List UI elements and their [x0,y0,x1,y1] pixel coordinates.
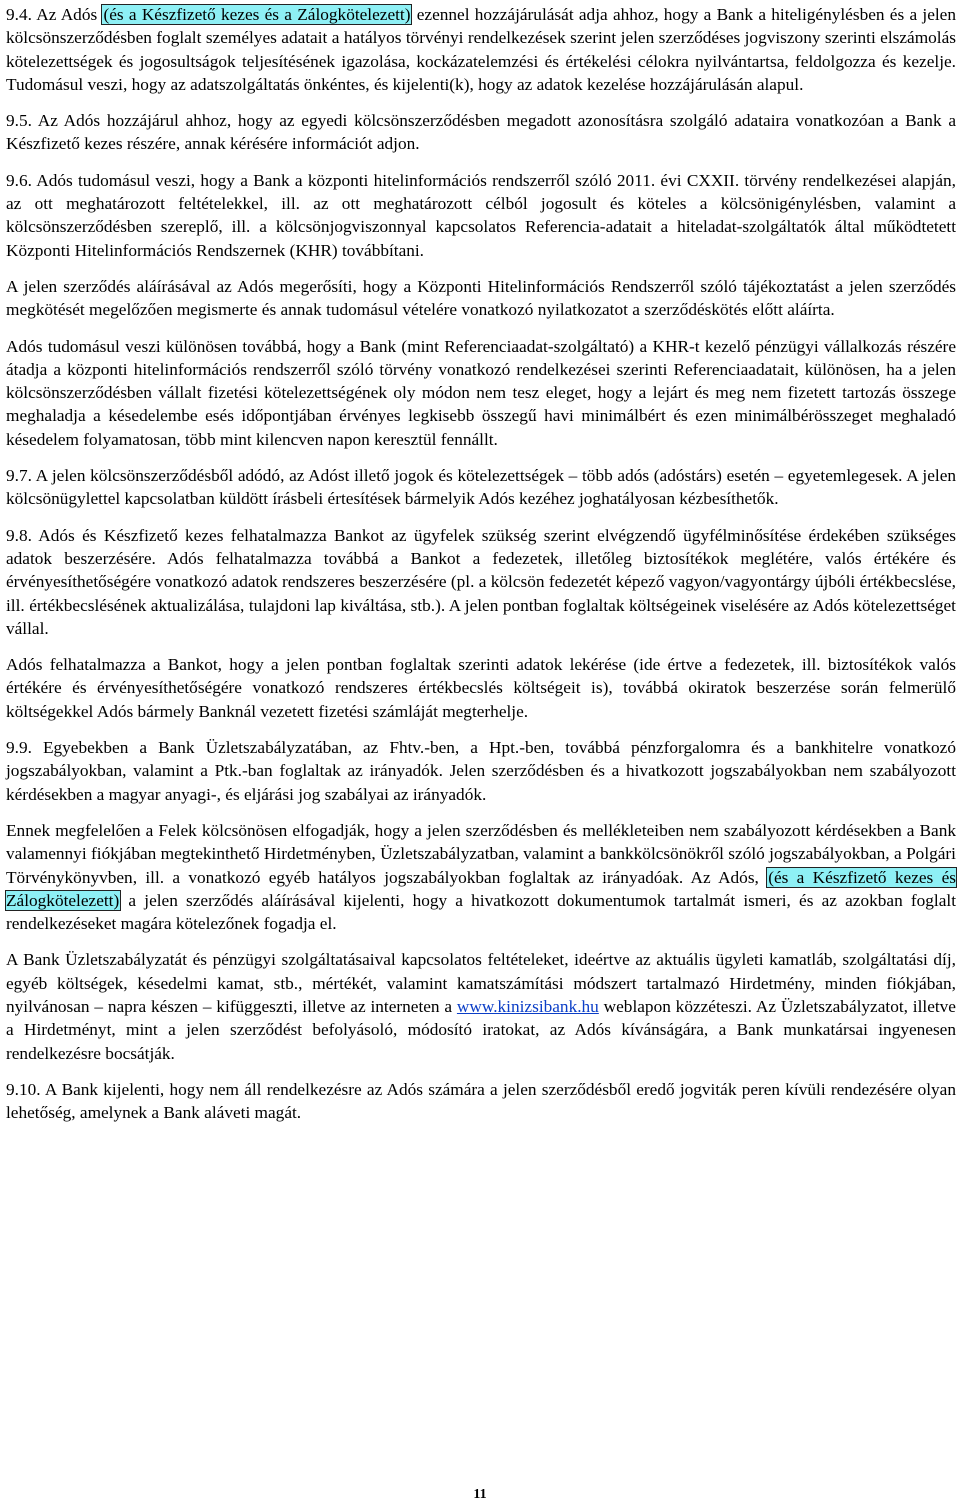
paragraph-business-rules [6,948,956,1064]
paragraph-khr-confirmation: A jelen szerződés aláírásával az Adós megerősíti, hogy a Központi Hitelinformációs Rendszerről szóló tájékoztatást a jelen szerződés megkötését megelőzően megismerte és annak tudomásul vételére vonatkozó nyilatkozatot a szerződéskötés előtt aláírta. [6,276,956,320]
document-body [6,3,956,1137]
paragraph-khr-reference-data: Adós tudomásul veszi különösen továbbá, hogy a Bank (mint Referenciaadat-szolgáltató) a KHR-t kezelő pénzügyi vállalkozás részére átadja a központi hitelinformációs rendszerről szóló törvény vonatkozó rendelkezései szerinti Referenciaadatait, különösen, ha a jelen kölcsönszerződésben vállalt fizetési kötelezettségének oly módon nem tesz eleget, hogy a lejárt és meg nem fizetett tartozás összege meghaladja a késedelembe esés időpontjában érvényes legkisebb összegű havi minimálbért és ezen minimálbérösszeget meghaladó késedelem folyamatosan, több mint kilencven napon keresztül fennállt. [6,336,956,449]
highlight-guarantor-pledgor-2: (és a Készfizető kezes és Zálogkötelezett) [6,867,956,910]
page-number: 11 [473,1487,487,1502]
paragraph-9-4-text-end: ezennel hozzájárulását adja ahhoz, hogy a Bank a hiteligénylésben és a jelen kölcsönszerződésben foglalt személyes adatait a hatályos törvényi rendelkezések szerint jelen szerződéses jogviszony szerinti elszámolás kötelezettségek és jogosultságok teljesítésének igazolása, kockázatelemzési és értékelési célokra nyilvántartsa, feldolgozza és kezelje. Tudomásul veszi, hogy az adatszolgáltatás önkéntes, és kijelenti(k), hogy az adatok kezelése hozzájárulásán alapul. [6,5,956,94]
paragraph-9-4-text-start: 9.4. Az Adós [6,5,103,24]
paragraph-authorization: Adós felhatalmazza a Bankot, hogy a jelen pontban foglaltak szerinti adatok lekérése (ide értve a fedezetek, ill. biztosítékok valós értékére és érvényesíthetőségére vonatkozó rendszeres értékbecslés költségeit is), továbbá okiratok beszerzése során felmerülő költségekkel Adós bármely Banknál vezetett fizetési számláját megterhelje. [6,655,956,721]
highlight-guarantor-pledgor: (és a Készfizető kezes és a Zálogkötelezett) [103,5,411,24]
paragraph-9-6: 9.6. Adós tudomásul veszi, hogy a Bank a központi hitelinformációs rendszerről szóló 2011. évi CXXII. törvény rendelkezései alapján, az ott meghatározott feltételekkel, ill. az ott meghatározott célból jogosult és köteles a kölcsönigénylésben, valamint a kölcsönszerződésben szereplő, ill. a kölcsönjogviszonnyal kapcsolatos Referencia-adatait a hiteladat-szolgáltatók által működtetett Központi Hitelinformációs Rendszernek (KHR) továbbítani. [6,170,956,260]
paragraph-applicable-rules-text-end: a jelen szerződés aláírásával kijelenti, hogy a hivatkozott dokumentumok tartalmát ismeri, és az azokban foglalt rendelkezéseket magára kötelezőnek fogadja el. [6,890,956,934]
paragraph-9-5: 9.5. Az Adós hozzájárul ahhoz, hogy az egyedi kölcsönszerződésben megadott azonosításra szolgáló adataira vonatkozóan a Bank a Készfizető kezes részére, annak kérésére információt adjon. [6,111,956,154]
paragraph-business-rules-text-start: A Bank Üzletszabályzatát és pénzügyi szolgáltatásaival kapcsolatos feltételeket, ideértve az aktuális ügyleti kamatláb, szolgáltatási díj, egyéb költségek, késedelmi kamat, stb., mértékét, valamint kamatszámítási módszert tartalmazó Hirdetmény, minden fiókjában, nyilvánosan – napra készen – kifüggeszti, illetve az interneten a [6,950,956,1016]
website-link[interactable]: www.kinizsibank.hu [456,996,599,1016]
paragraph-9-8: 9.8. Adós és Készfizető kezes felhatalmazza Bankot az ügyfelek szükség szerint elvégzendő ügyfélminősítése érdekében szükséges adatok beszerzésére. Adós felhatalmazza továbbá a Bankot a fedezetek, illetőleg biztosítékok meglétére, valós értékére és érvényesíthetőségére vonatkozó adatok rendszeres beszerzésére (pl. a kölcsön fedezetét képező vagyon/vagyontárgy újbóli értékbecslése, ill. értékbecslésének aktualizálása, tulajdoni lap kiváltása, stb.). A jelen pontban foglaltak költségeinek viselésére az Adós kötelezettséget vállal. [6,525,956,638]
paragraph-9-7: 9.7. A jelen kölcsönszerződésből adódó, az Adóst illető jogok és kötelezettségek – több adós (adóstárs) esetén – egyetemlegesek. A jelen kölcsönügylettel kapcsolatban küldött írásbeli értesítések bármelyik Adós kezéhez joghatályosan kézbesíthetők. [6,466,956,509]
paragraph-9-10: 9.10. A Bank kijelenti, hogy nem áll rendelkezésre az Adós számára a jelen szerződésből eredő jogviták peren kívüli rendezésére olyan lehetőség, amelynek a Bank aláveti magát. [6,1079,956,1123]
paragraph-9-4 [6,3,956,96]
paragraph-applicable-rules-text-start: Ennek megfelelően a Felek kölcsönösen elfogadják, hogy a jelen szerződésben és mellékleteiben nem szabályozott kérdésekben a Bank valamennyi fiókjában megtekinthető Hirdetményben, Üzletszabályzatban, valamint a bankkölcsönökről szóló jogszabályokban, a Polgári Törvénykönyvben, ill. a vonatkozó egyéb hatályos jogszabályokban foglaltak az irányadóak. Az Adós, [6,820,956,887]
paragraph-applicable-rules [6,819,956,935]
paragraph-9-9: 9.9. Egyebekben a Bank Üzletszabályzatában, az Fhtv.-ben, a Hpt.-ben, továbbá pénzforgalomra és a bankhitelre vonatkozó jogszabályokban, valamint a Ptk.-ban foglaltak az irányadók. Jelen szerződésben és a hivatkozott jogszabályokban nem szabályozott kérdésekben a magyar anyagi-, és eljárási jog szabályai az irányadók. [6,738,956,804]
paragraph-business-rules-text-end: weblapon közzéteszi. Az Üzletszabályzatot, illetve a Hirdetményt, mint a jelen szerződést befolyásoló, módosító iratokat, az Adós kívánságára, a Bank munkatársai ingyenesen rendelkezésre bocsátják. [6,996,956,1063]
